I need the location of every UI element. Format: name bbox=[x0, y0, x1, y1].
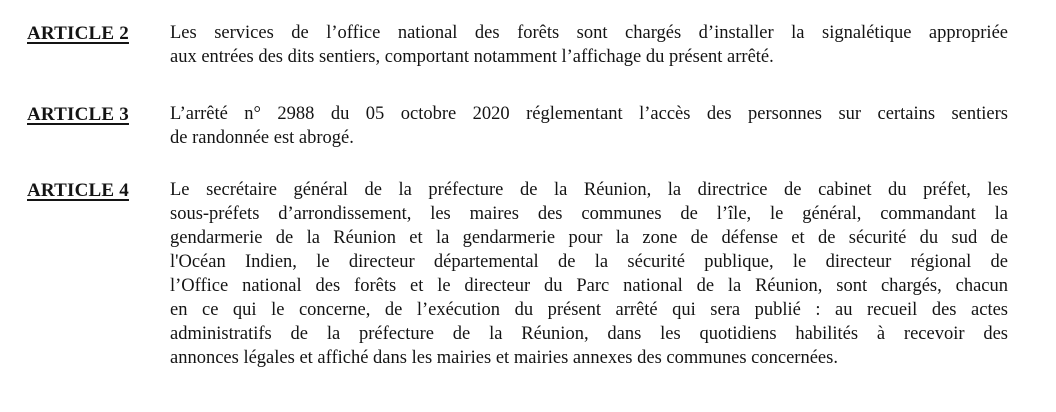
article-text-line: annonces légales et affiché dans les mairies et mairies annexes des communes concernées. bbox=[170, 348, 838, 368]
article-text-line: aux entrées des dits sentiers, comportant notamment l’affichage du présent arrêté. bbox=[170, 47, 774, 67]
article-heading: ARTICLE 3 bbox=[27, 104, 129, 125]
article-heading: ARTICLE 4 bbox=[27, 180, 129, 201]
article-text-line: Le secrétaire général de la préfecture de la Réunion, la directrice de cabinet du préfet, les bbox=[170, 180, 1008, 200]
article-text-line: l'Océan Indien, le directeur départemental de la sécurité publique, le directeur régional de bbox=[170, 252, 1008, 272]
article-text-line: administratifs de la préfecture de la Réunion, dans les quotidiens habilités à recevoir des bbox=[170, 324, 1008, 344]
article-text-line: L’arrêté n° 2988 du 05 octobre 2020 réglementant l’accès des personnes sur certains sentiers bbox=[170, 104, 1008, 124]
article-text-line: de randonnée est abrogé. bbox=[170, 128, 354, 148]
article-text-line: gendarmerie de la Réunion et la gendarmerie pour la zone de défense et de sécurité du sud de bbox=[170, 228, 1008, 248]
article-text-line: sous-préfets d’arrondissement, les maires des communes de l’île, le général, commandant la bbox=[170, 204, 1008, 224]
article-text-line: en ce qui le concerne, de l’exécution du présent arrêté qui sera publié : au recueil des actes bbox=[170, 300, 1008, 320]
article-text-line: Les services de l’office national des forêts sont chargés d’installer la signalétique appropriée bbox=[170, 23, 1008, 43]
article-text-line: l’Office national des forêts et le directeur du Parc national de la Réunion, sont chargés, chacun bbox=[170, 276, 1008, 296]
article-heading: ARTICLE 2 bbox=[27, 23, 129, 44]
